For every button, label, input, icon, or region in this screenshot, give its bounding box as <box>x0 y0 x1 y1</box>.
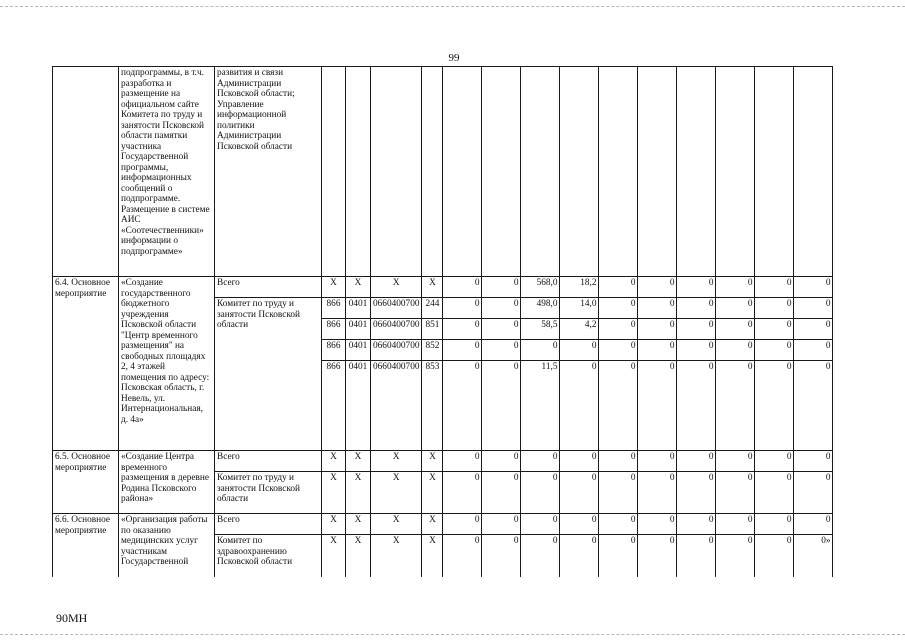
cell-value: 0 <box>794 319 833 340</box>
cell: 0660400700 <box>371 361 422 382</box>
cell-value: 0 <box>482 340 521 361</box>
cell-value: 0 <box>755 535 794 577</box>
cell-value: 0 <box>599 535 638 577</box>
cell-value: 0 <box>599 472 638 514</box>
cell-value: 498,0 <box>521 298 560 319</box>
table-row <box>53 277 833 298</box>
cell: 0660400700 <box>371 298 422 319</box>
cell-value: 0 <box>716 535 755 577</box>
cell-value: 0 <box>716 277 755 298</box>
cell-executor: Комитет по труду и занятости Псковской области <box>215 298 322 451</box>
cell-value: 0 <box>482 472 521 514</box>
cell-value: 0 <box>638 340 677 361</box>
cell-source: Всего <box>215 451 322 472</box>
cell-value: 0 <box>482 535 521 577</box>
cell <box>677 382 716 451</box>
cell: X <box>346 472 371 514</box>
cell: X <box>422 472 443 514</box>
cell-description: подпрограммы, в т.ч. разработка и размещение на официальном сайте Комитета по труду и занятости Псковской области памятки участника Государственной программы, информационных сообщений о подпрограмме. Размещение в системе АИС «Соотечественники» информации о подпрограмме» <box>119 67 215 277</box>
cell: X <box>346 514 371 535</box>
cell-value: 0 <box>716 451 755 472</box>
cell-value: 0 <box>794 451 833 472</box>
cell <box>322 67 346 277</box>
cell <box>482 67 521 277</box>
cell-activity-title: «Создание государственного бюджетного учреждения Псковской области "Центр временного размещения" на свободных площадях 2, 4 этажей помещения по адресу: Псковская область, г. Невель, ул. Интернациональная, д. 4а» <box>119 277 215 451</box>
cell-value: 0 <box>716 514 755 535</box>
cell <box>716 67 755 277</box>
cell: 866 <box>322 361 346 382</box>
cell-value: 0 <box>677 535 716 577</box>
cell-value: 0 <box>443 514 482 535</box>
cell <box>599 382 638 451</box>
cell: X <box>422 535 443 577</box>
cell: 0660400700 <box>371 340 422 361</box>
table-row <box>53 67 833 277</box>
cell-value: 0 <box>560 451 599 472</box>
cell: 853 <box>422 361 443 382</box>
cell: 0660400700 <box>371 319 422 340</box>
cell-value: 0 <box>521 472 560 514</box>
cell-value: 0 <box>443 298 482 319</box>
cell-value: 0 <box>677 298 716 319</box>
cell: 851 <box>422 319 443 340</box>
cell-value: 0 <box>443 277 482 298</box>
cell <box>346 67 371 277</box>
cell <box>794 67 833 277</box>
cell-value: 0 <box>755 472 794 514</box>
cell-value: 0 <box>443 472 482 514</box>
cell <box>422 382 443 451</box>
cell: X <box>371 277 422 298</box>
cell-value: 0 <box>755 340 794 361</box>
cell-value: 0 <box>521 340 560 361</box>
table-row <box>53 451 833 472</box>
cell: X <box>422 277 443 298</box>
cell-value: 0 <box>482 361 521 382</box>
cell-value: 0 <box>482 319 521 340</box>
cell-value: 0 <box>638 535 677 577</box>
cell-value: 0 <box>755 277 794 298</box>
table-row <box>53 514 833 535</box>
cell-value: 0 <box>755 451 794 472</box>
cell-value: 0 <box>677 514 716 535</box>
cell-value: 0 <box>794 514 833 535</box>
cell-value: 0 <box>599 277 638 298</box>
cell <box>322 382 346 451</box>
cell <box>443 67 482 277</box>
cell-value: 0 <box>599 298 638 319</box>
cell <box>521 67 560 277</box>
cell-value: 568,0 <box>521 277 560 298</box>
program-table <box>52 66 833 577</box>
scan-edge-top <box>0 6 905 7</box>
cell-value: 14,0 <box>560 298 599 319</box>
page-number: 99 <box>448 52 460 64</box>
cell-value: 0 <box>443 535 482 577</box>
cell-value: 58,5 <box>521 319 560 340</box>
cell <box>794 382 833 451</box>
cell-value: 0 <box>638 319 677 340</box>
cell-value: 0 <box>755 319 794 340</box>
cell: X <box>322 535 346 577</box>
cell <box>346 382 371 451</box>
cell-value: 0 <box>482 298 521 319</box>
cell <box>482 382 521 451</box>
cell: 0401 <box>346 361 371 382</box>
scan-edge-bottom <box>0 634 905 635</box>
cell-value: 0» <box>794 535 833 577</box>
cell-value: 0 <box>755 298 794 319</box>
cell <box>599 67 638 277</box>
cell-value: 0 <box>638 451 677 472</box>
cell-activity-label: 6.6. Основное мероприятие <box>53 514 119 577</box>
cell-value: 0 <box>560 361 599 382</box>
cell-value: 0 <box>560 535 599 577</box>
cell: 0401 <box>346 319 371 340</box>
cell-value: 0 <box>521 514 560 535</box>
cell: X <box>371 514 422 535</box>
cell-value: 0 <box>482 514 521 535</box>
cell <box>677 67 716 277</box>
cell <box>560 67 599 277</box>
cell-value: 0 <box>716 298 755 319</box>
cell-source: Комитет по труду и занятости Псковской области <box>215 472 322 514</box>
cell: X <box>422 451 443 472</box>
cell <box>716 382 755 451</box>
cell: X <box>371 451 422 472</box>
cell-value: 0 <box>599 514 638 535</box>
cell-value: 0 <box>482 277 521 298</box>
cell-source: Комитет по здравоохранению Псковской области <box>215 535 322 577</box>
cell-value: 0 <box>482 451 521 472</box>
cell-value: 0 <box>638 298 677 319</box>
cell-value: 0 <box>794 472 833 514</box>
cell-executor: развития и связи Администрации Псковской области; Управление информационной политики Администрации Псковской области <box>215 67 322 277</box>
cell-value: 18,2 <box>560 277 599 298</box>
cell <box>638 67 677 277</box>
cell-value: 0 <box>638 277 677 298</box>
cell-value: 0 <box>443 319 482 340</box>
cell <box>755 382 794 451</box>
cell-value: 0 <box>599 361 638 382</box>
cell: 852 <box>422 340 443 361</box>
cell-value: 0 <box>560 340 599 361</box>
cell: X <box>371 472 422 514</box>
cell-value: 0 <box>677 277 716 298</box>
cell-value: 0 <box>599 451 638 472</box>
cell-value: 11,5 <box>521 361 560 382</box>
cell-value: 0 <box>794 277 833 298</box>
cell <box>371 67 422 277</box>
cell-value: 0 <box>599 319 638 340</box>
cell: X <box>422 514 443 535</box>
cell-source: Всего <box>215 277 322 298</box>
cell: X <box>322 514 346 535</box>
cell-value: 0 <box>521 535 560 577</box>
cell-value: 0 <box>716 361 755 382</box>
cell <box>755 67 794 277</box>
cell-value: 0 <box>443 340 482 361</box>
cell-value: 0 <box>638 514 677 535</box>
cell: X <box>322 451 346 472</box>
cell-value: 0 <box>794 361 833 382</box>
cell: X <box>346 451 371 472</box>
cell: X <box>322 472 346 514</box>
cell: 0401 <box>346 298 371 319</box>
cell-value: 0 <box>716 319 755 340</box>
cell-activity-label: 6.5. Основное мероприятие <box>53 451 119 514</box>
cell <box>53 67 119 277</box>
cell-value: 0 <box>677 340 716 361</box>
cell-activity-title: «Создание Центра временного размещения в деревне Родина Псковского района» <box>119 451 215 514</box>
cell <box>422 67 443 277</box>
cell-value: 0 <box>677 472 716 514</box>
cell: 0401 <box>346 340 371 361</box>
cell <box>371 382 422 451</box>
cell <box>521 382 560 451</box>
cell-source: Всего <box>215 514 322 535</box>
cell-value: 0 <box>638 361 677 382</box>
cell-value: 0 <box>560 472 599 514</box>
cell: X <box>346 277 371 298</box>
cell-activity-title: «Организация работы по оказанию медицинских услуг участникам Государственной <box>119 514 215 577</box>
cell-value: 0 <box>794 298 833 319</box>
cell-value: 4,2 <box>560 319 599 340</box>
cell: X <box>371 535 422 577</box>
cell-value: 0 <box>755 361 794 382</box>
cell <box>638 382 677 451</box>
cell-value: 0 <box>677 319 716 340</box>
cell-value: 0 <box>443 361 482 382</box>
cell <box>443 382 482 451</box>
cell-value: 0 <box>716 340 755 361</box>
cell-activity-label: 6.4. Основное мероприятие <box>53 277 119 451</box>
cell-value: 0 <box>560 514 599 535</box>
cell: 866 <box>322 319 346 340</box>
cell-value: 0 <box>677 451 716 472</box>
cell-value: 0 <box>677 361 716 382</box>
footer-code: 90МН <box>56 611 88 625</box>
cell: 244 <box>422 298 443 319</box>
cell-value: 0 <box>521 451 560 472</box>
cell: 866 <box>322 340 346 361</box>
cell-value: 0 <box>794 340 833 361</box>
cell: 866 <box>322 298 346 319</box>
cell: X <box>322 277 346 298</box>
cell-value: 0 <box>599 340 638 361</box>
cell-value: 0 <box>716 472 755 514</box>
cell-value: 0 <box>638 472 677 514</box>
cell: X <box>346 535 371 577</box>
cell <box>560 382 599 451</box>
cell-value: 0 <box>755 514 794 535</box>
cell-value: 0 <box>443 451 482 472</box>
